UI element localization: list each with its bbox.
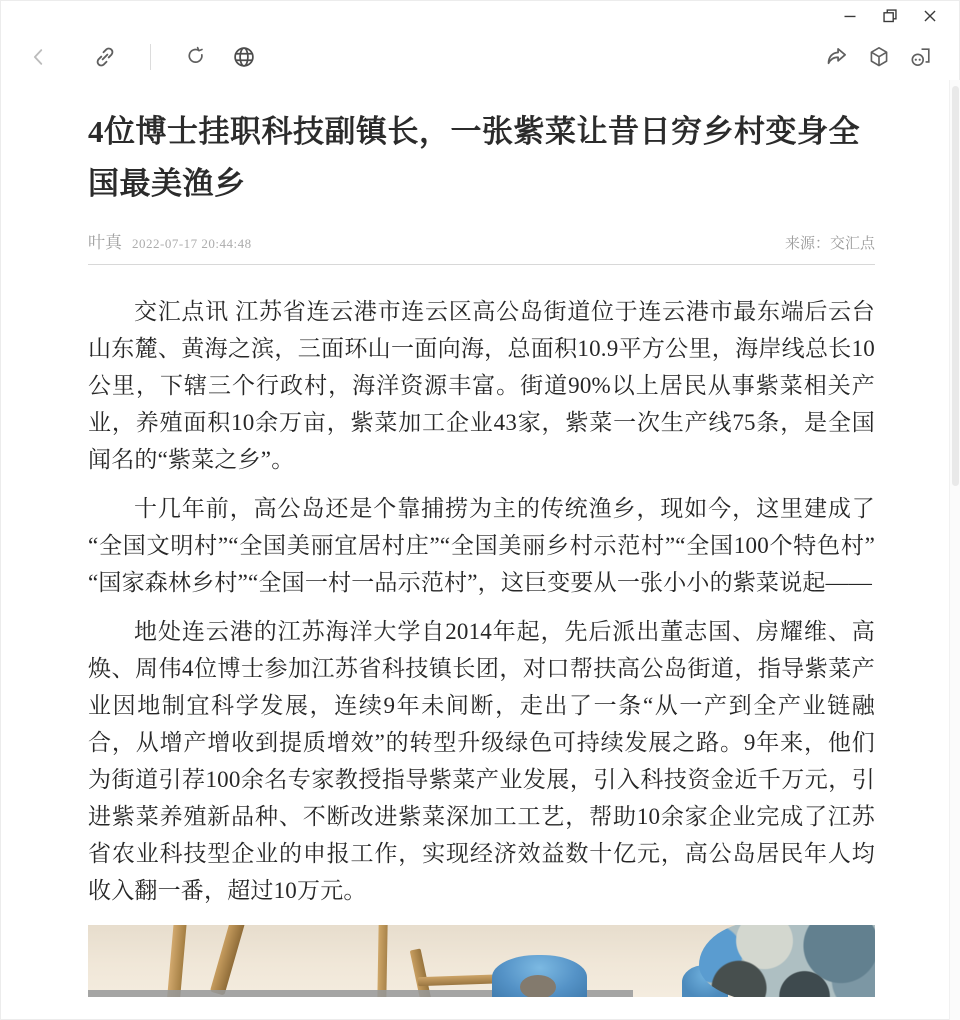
fisher-camo-jacket — [699, 925, 875, 997]
restore-button[interactable] — [870, 1, 910, 31]
refresh-icon — [184, 45, 208, 69]
restore-icon — [879, 5, 901, 27]
open-in-app-icon — [908, 44, 934, 70]
byline-divider — [88, 264, 875, 265]
minimize-button[interactable] — [830, 1, 870, 31]
bamboo-pole — [166, 925, 187, 997]
author-name: 叶真 — [88, 233, 122, 252]
back-button[interactable] — [22, 40, 56, 74]
article-body — [88, 293, 875, 909]
link-icon — [92, 44, 118, 70]
open-in-browser-button[interactable] — [227, 40, 261, 74]
toolbar-separator — [150, 44, 151, 70]
toolbar-left-group — [22, 40, 261, 74]
toolbar-right-group — [820, 40, 938, 74]
share-button[interactable] — [820, 40, 854, 74]
close-button[interactable] — [910, 1, 950, 31]
cube-icon — [866, 44, 892, 70]
back-chevron-icon — [28, 46, 50, 68]
3d-view-button[interactable] — [862, 40, 896, 74]
scrollbar-thumb[interactable] — [952, 86, 959, 486]
globe-icon — [231, 44, 257, 70]
paragraph-3: 地处连云港的江苏海洋大学自2014年起，先后派出董志国、房耀维、高焕、周伟4位博士参加江苏省科技镇长团，对口帮扶高公岛街道，指导紫菜产业因地制宜科学发展，连续9年未间断，走出了一条“从一产到全产业链融合，从增产增收到提质增效”的转型升级绿色可持续发展之路。9年来，他们为街道引荐100余名专家教授指导紫菜产业发展，引入科技资金近千万元，引进紫菜养殖新品种、不断改进紫菜深加工工艺，帮助10余家企业完成了江苏省农业科技型企业的申报工作，实现经济效益数十亿元，高公岛居民年人均收入翻一番，超过10万元。 — [88, 619, 875, 903]
paragraph-2: 十几年前，高公岛还是个靠捕捞为主的传统渔乡，现如今，这里建成了“全国文明村”“全国美丽宜居村庄”“全国美丽乡村示范村”“全国100个特色村”“国家森林乡村”“全国一村一品示范村”，这巨变要从一张小小的紫菜说起—— — [88, 496, 875, 595]
source-label: 来源：交汇点 — [784, 236, 875, 252]
article-photo — [88, 925, 875, 997]
byline — [88, 228, 875, 253]
fisher-face — [520, 975, 556, 997]
copy-link-button[interactable] — [88, 40, 122, 74]
scrollbar-track[interactable] — [949, 80, 960, 1020]
refresh-button[interactable] — [179, 40, 213, 74]
close-icon — [919, 5, 941, 27]
article-title: 4位博士挂职科技副镇长，一张紫菜让昔日穷乡村变身全国最美渔乡 — [88, 114, 860, 201]
article — [88, 106, 875, 997]
open-in-app-button[interactable] — [904, 40, 938, 74]
share-icon — [824, 44, 850, 70]
titlebar — [0, 0, 960, 32]
publish-time: 2022-07-17 20:44:48 — [132, 236, 252, 251]
bamboo-pole — [377, 925, 387, 997]
minimize-icon — [839, 5, 861, 27]
bamboo-pole — [210, 925, 245, 996]
paragraph-1: 交汇点讯 江苏省连云港市连云区高公岛街道位于连云港市最东端后云台山东麓、黄海之滨，三面环山一面向海，总面积10.9平方公里，海岸线总长10公里，下辖三个行政村，海洋资源丰富。街道90%以上居民从事紫菜相关产业，养殖面积10余万亩，紫菜加工企业43家，紫菜一次生产线75条，是全国闻名的“紫菜之乡”。 — [88, 299, 875, 472]
toolbar — [0, 32, 960, 82]
